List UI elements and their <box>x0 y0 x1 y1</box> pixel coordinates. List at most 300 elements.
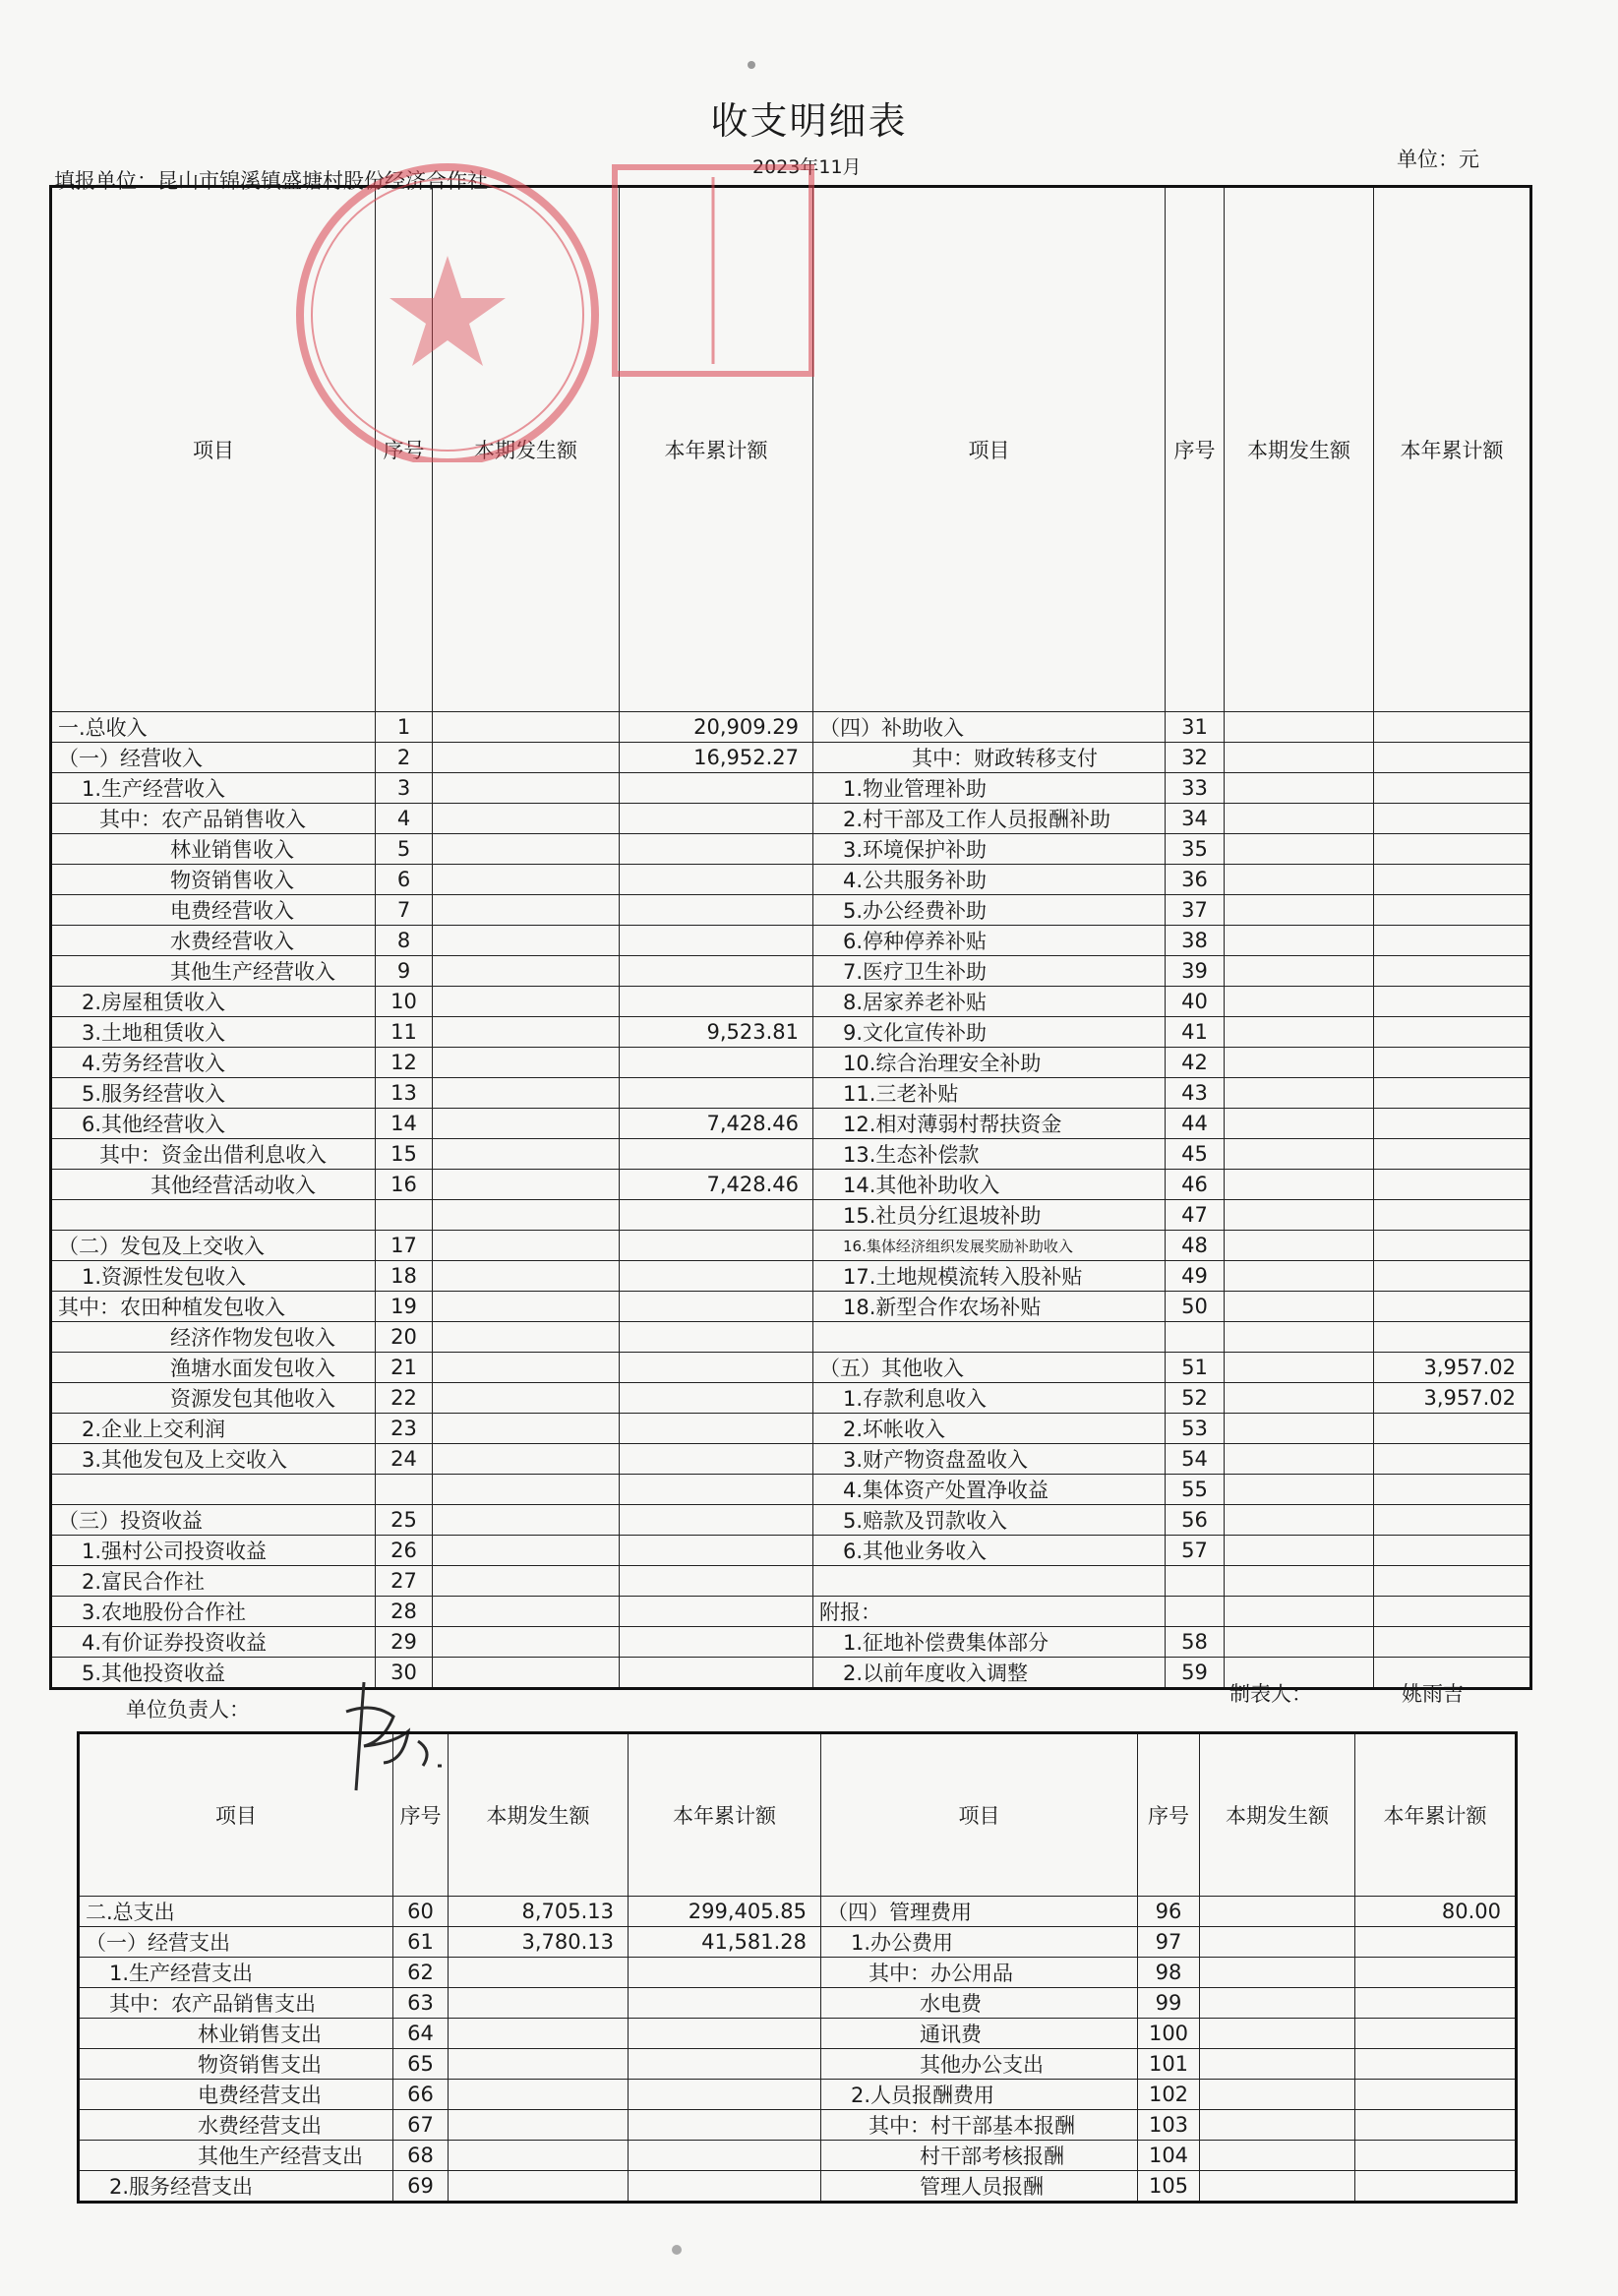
current-amount <box>1200 2049 1355 2080</box>
item-label: 3.其他发包及上交收入 <box>51 1444 376 1475</box>
row-seq: 26 <box>376 1536 433 1566</box>
item-label: 其中：办公用品 <box>821 1958 1138 1988</box>
ytd-amount <box>620 1536 813 1566</box>
row-seq: 27 <box>376 1566 433 1597</box>
current-amount <box>433 1444 620 1475</box>
ytd-amount <box>620 1658 813 1689</box>
current-amount <box>433 1200 620 1231</box>
col-header-current: 本期发生额 <box>1225 187 1374 712</box>
item-label: 其中：农产品销售收入 <box>51 804 376 834</box>
current-amount <box>433 1048 620 1078</box>
current-amount <box>433 1078 620 1109</box>
ytd-amount: 80.00 <box>1355 1897 1517 1927</box>
ytd-amount <box>620 1200 813 1231</box>
row-seq <box>376 1200 433 1231</box>
item-label: 2.服务经营支出 <box>79 2171 393 2203</box>
item-label: 1.资源性发包收入 <box>51 1261 376 1292</box>
current-amount <box>433 1109 620 1139</box>
item-label: 1.征地补偿费集体部分 <box>813 1627 1166 1658</box>
current-amount <box>1225 743 1374 773</box>
item-label: 2.富民合作社 <box>51 1566 376 1597</box>
ytd-amount <box>629 1988 821 2019</box>
row-seq: 4 <box>376 804 433 834</box>
current-amount <box>1225 804 1374 834</box>
current-amount <box>1225 987 1374 1017</box>
current-amount <box>1225 926 1374 956</box>
table-row <box>79 1988 1517 2019</box>
ytd-amount <box>1374 1444 1531 1475</box>
row-seq: 61 <box>393 1927 449 1958</box>
table-row <box>79 1958 1517 1988</box>
row-seq: 69 <box>393 2171 449 2203</box>
row-seq: 39 <box>1166 956 1225 987</box>
item-label: 渔塘水面发包收入 <box>51 1353 376 1383</box>
current-amount <box>1225 1017 1374 1048</box>
row-seq: 38 <box>1166 926 1225 956</box>
table-row <box>51 1322 1531 1353</box>
responsible-person-label: 单位负责人： <box>126 1698 250 1722</box>
ytd-amount: 3,957.02 <box>1374 1383 1531 1414</box>
row-seq: 49 <box>1166 1261 1225 1292</box>
row-seq: 21 <box>376 1353 433 1383</box>
row-seq <box>1166 1597 1225 1627</box>
ytd-amount <box>620 1261 813 1292</box>
row-seq: 56 <box>1166 1505 1225 1536</box>
ytd-amount <box>629 2110 821 2141</box>
current-amount <box>1200 2110 1355 2141</box>
item-label: （五）其他收入 <box>813 1353 1166 1383</box>
item-label: 10.综合治理安全补助 <box>813 1048 1166 1078</box>
ytd-amount <box>629 2171 821 2203</box>
ytd-amount <box>1374 1139 1531 1170</box>
table-row <box>51 1261 1531 1292</box>
item-label: 3.土地租赁收入 <box>51 1017 376 1048</box>
table-row <box>51 1353 1531 1383</box>
ytd-amount <box>620 1383 813 1414</box>
item-label: 水费经营支出 <box>79 2110 393 2141</box>
row-seq: 99 <box>1138 1988 1200 2019</box>
col-header-seq: 序号 <box>376 187 433 712</box>
ytd-amount <box>629 2049 821 2080</box>
row-seq: 15 <box>376 1139 433 1170</box>
ytd-amount <box>620 1292 813 1322</box>
ytd-amount <box>1355 1988 1517 2019</box>
col-header-current: 本期发生额 <box>1200 1733 1355 1897</box>
current-amount <box>433 1261 620 1292</box>
row-seq: 10 <box>376 987 433 1017</box>
current-amount <box>1200 2019 1355 2049</box>
col-header-item: 项目 <box>813 187 1166 712</box>
ytd-amount: 3,957.02 <box>1374 1353 1531 1383</box>
row-seq: 65 <box>393 2049 449 2080</box>
row-seq <box>1166 1322 1225 1353</box>
current-amount <box>449 2171 629 2203</box>
col-header-ytd: 本年累计额 <box>629 1733 821 1897</box>
ytd-amount <box>629 2141 821 2171</box>
row-seq: 47 <box>1166 1200 1225 1231</box>
row-seq: 1 <box>376 712 433 743</box>
table-row <box>51 804 1531 834</box>
row-seq: 41 <box>1166 1017 1225 1048</box>
current-amount <box>433 987 620 1017</box>
row-seq: 12 <box>376 1048 433 1078</box>
item-label: 1.存款利息收入 <box>813 1383 1166 1414</box>
item-label: 9.文化宣传补助 <box>813 1017 1166 1048</box>
row-seq: 66 <box>393 2080 449 2110</box>
row-seq: 104 <box>1138 2141 1200 2171</box>
current-amount <box>449 2049 629 2080</box>
ytd-amount <box>629 1958 821 1988</box>
table-row <box>51 712 1531 743</box>
ytd-amount <box>1374 1597 1531 1627</box>
item-label: 管理人员报酬 <box>821 2171 1138 2203</box>
item-label: 2.坏帐收入 <box>813 1414 1166 1444</box>
row-seq: 45 <box>1166 1139 1225 1170</box>
item-label: 12.相对薄弱村帮扶资金 <box>813 1109 1166 1139</box>
item-label: 村干部考核报酬 <box>821 2141 1138 2171</box>
ytd-amount <box>1374 1627 1531 1658</box>
item-label: 3.农地股份合作社 <box>51 1597 376 1627</box>
item-label: 4.公共服务补助 <box>813 865 1166 895</box>
row-seq: 8 <box>376 926 433 956</box>
table-row <box>51 1475 1531 1505</box>
current-amount <box>1225 1170 1374 1200</box>
item-label: 水费经营收入 <box>51 926 376 956</box>
row-seq: 54 <box>1166 1444 1225 1475</box>
ytd-amount <box>1374 1170 1531 1200</box>
item-label: 附报： <box>813 1597 1166 1627</box>
current-amount <box>433 1322 620 1353</box>
ytd-amount <box>620 773 813 804</box>
table-row <box>79 1927 1517 1958</box>
ytd-amount <box>1374 926 1531 956</box>
item-label: 18.新型合作农场补贴 <box>813 1292 1166 1322</box>
current-amount <box>433 926 620 956</box>
row-seq: 42 <box>1166 1048 1225 1078</box>
current-amount <box>1225 1566 1374 1597</box>
table-row <box>51 926 1531 956</box>
current-amount <box>449 2110 629 2141</box>
row-seq: 17 <box>376 1231 433 1261</box>
table-row <box>79 2141 1517 2171</box>
item-label: 资源发包其他收入 <box>51 1383 376 1414</box>
ytd-amount <box>620 1597 813 1627</box>
ytd-amount <box>1355 2019 1517 2049</box>
item-label: 物资销售支出 <box>79 2049 393 2080</box>
item-label: 3.环境保护补助 <box>813 834 1166 865</box>
page-title: 收支明细表 <box>710 99 908 143</box>
ytd-amount: 299,405.85 <box>629 1897 821 1927</box>
table-row <box>51 743 1531 773</box>
table-row <box>79 2080 1517 2110</box>
col-header-ytd: 本年累计额 <box>1355 1733 1517 1897</box>
ytd-amount <box>1374 1200 1531 1231</box>
ytd-amount <box>1374 712 1531 743</box>
row-seq: 22 <box>376 1383 433 1414</box>
table-row <box>79 2049 1517 2080</box>
item-label: （二）发包及上交收入 <box>51 1231 376 1261</box>
scan-speck <box>672 2245 682 2255</box>
current-amount <box>433 773 620 804</box>
ytd-amount <box>1374 1414 1531 1444</box>
row-seq: 98 <box>1138 1958 1200 1988</box>
table-row <box>51 1078 1531 1109</box>
col-header-seq: 序号 <box>393 1733 449 1897</box>
table-row <box>51 1444 1531 1475</box>
row-seq: 13 <box>376 1078 433 1109</box>
current-amount <box>433 1627 620 1658</box>
item-label: 3.财产物资盘盈收入 <box>813 1444 1166 1475</box>
item-label: 1.生产经营收入 <box>51 773 376 804</box>
item-label: 水电费 <box>821 1988 1138 2019</box>
ytd-amount <box>620 956 813 987</box>
row-seq: 32 <box>1166 743 1225 773</box>
item-label: 2.企业上交利润 <box>51 1414 376 1444</box>
ytd-amount <box>620 865 813 895</box>
item-label: 5.服务经营收入 <box>51 1078 376 1109</box>
ytd-amount <box>620 1444 813 1475</box>
item-label: （四）管理费用 <box>821 1897 1138 1927</box>
row-seq: 46 <box>1166 1170 1225 1200</box>
item-label: 2.房屋租赁收入 <box>51 987 376 1017</box>
current-amount <box>1225 1505 1374 1536</box>
table-row <box>79 2110 1517 2141</box>
item-label: 2.人员报酬费用 <box>821 2080 1138 2110</box>
item-label: 4.集体资产处置净收益 <box>813 1475 1166 1505</box>
ytd-amount <box>1374 1017 1531 1048</box>
ytd-amount <box>1355 2171 1517 2203</box>
ytd-amount <box>629 2019 821 2049</box>
item-label: 其中：财政转移支付 <box>813 743 1166 773</box>
row-seq: 105 <box>1138 2171 1200 2203</box>
item-label: 5.赔款及罚款收入 <box>813 1505 1166 1536</box>
table-row <box>51 1536 1531 1566</box>
item-label: 16.集体经济组织发展奖励补助收入 <box>813 1231 1166 1261</box>
current-amount <box>433 956 620 987</box>
row-seq: 30 <box>376 1658 433 1689</box>
ytd-amount <box>1374 743 1531 773</box>
ytd-amount <box>1374 1261 1531 1292</box>
current-amount <box>433 834 620 865</box>
item-label <box>51 1200 376 1231</box>
current-amount <box>1225 1353 1374 1383</box>
item-label: 14.其他补助收入 <box>813 1170 1166 1200</box>
row-seq: 5 <box>376 834 433 865</box>
row-seq: 62 <box>393 1958 449 1988</box>
row-seq: 55 <box>1166 1475 1225 1505</box>
ytd-amount <box>620 895 813 926</box>
item-label: 6.其他业务收入 <box>813 1536 1166 1566</box>
item-label: 4.有价证券投资收益 <box>51 1627 376 1658</box>
current-amount <box>433 1597 620 1627</box>
current-amount: 8,705.13 <box>449 1897 629 1927</box>
table-row <box>51 773 1531 804</box>
row-seq: 58 <box>1166 1627 1225 1658</box>
current-amount <box>433 1566 620 1597</box>
item-label: 2.村干部及工作人员报酬补助 <box>813 804 1166 834</box>
ytd-amount <box>1374 865 1531 895</box>
row-seq: 44 <box>1166 1109 1225 1139</box>
row-seq: 18 <box>376 1261 433 1292</box>
row-seq: 35 <box>1166 834 1225 865</box>
current-amount <box>433 1383 620 1414</box>
current-amount <box>1200 2141 1355 2171</box>
item-label: 1.办公费用 <box>821 1927 1138 1958</box>
current-amount <box>433 865 620 895</box>
ytd-amount <box>620 1566 813 1597</box>
item-label: 林业销售支出 <box>79 2019 393 2049</box>
row-seq: 28 <box>376 1597 433 1627</box>
ytd-amount <box>1355 2049 1517 2080</box>
row-seq: 16 <box>376 1170 433 1200</box>
current-amount <box>1225 1078 1374 1109</box>
current-amount <box>433 1139 620 1170</box>
item-label: 1.物业管理补助 <box>813 773 1166 804</box>
table-row <box>51 1627 1531 1658</box>
ytd-amount <box>1355 1958 1517 1988</box>
row-seq: 23 <box>376 1414 433 1444</box>
item-label: 物资销售收入 <box>51 865 376 895</box>
row-seq: 29 <box>376 1627 433 1658</box>
row-seq: 40 <box>1166 987 1225 1017</box>
ytd-amount: 7,428.46 <box>620 1109 813 1139</box>
item-label: 2.以前年度收入调整 <box>813 1658 1166 1689</box>
table-row <box>51 834 1531 865</box>
item-label: 5.其他投资收益 <box>51 1658 376 1689</box>
col-header-item: 项目 <box>821 1733 1138 1897</box>
ytd-amount <box>1355 1927 1517 1958</box>
item-label: 其他生产经营支出 <box>79 2141 393 2171</box>
table-row <box>79 1897 1517 1927</box>
current-amount <box>1225 1048 1374 1078</box>
current-amount <box>1200 2171 1355 2203</box>
scan-speck <box>748 61 755 69</box>
item-label: 其中：农田种植发包收入 <box>51 1292 376 1322</box>
col-header-ytd: 本年累计额 <box>620 187 813 712</box>
reporting-unit: 填报单位：昆山市锦溪镇盛塘村股份经济合作社 <box>54 169 488 193</box>
current-amount <box>1225 1536 1374 1566</box>
row-seq: 34 <box>1166 804 1225 834</box>
table-row <box>51 1017 1531 1048</box>
table-row <box>51 1414 1531 1444</box>
ytd-amount <box>1374 895 1531 926</box>
current-amount <box>433 1536 620 1566</box>
row-seq: 102 <box>1138 2080 1200 2110</box>
item-label: 15.社员分红退坡补助 <box>813 1200 1166 1231</box>
col-header-seq: 序号 <box>1138 1733 1200 1897</box>
item-label: 其中：资金出借利息收入 <box>51 1139 376 1170</box>
row-seq: 60 <box>393 1897 449 1927</box>
row-seq: 9 <box>376 956 433 987</box>
table-row <box>51 1597 1531 1627</box>
current-amount <box>449 1988 629 2019</box>
unit-label: 单位：元 <box>1397 148 1479 171</box>
row-seq: 36 <box>1166 865 1225 895</box>
current-amount <box>449 2019 629 2049</box>
current-amount <box>1200 1988 1355 2019</box>
table-row <box>51 1200 1531 1231</box>
table-row <box>79 2019 1517 2049</box>
ytd-amount <box>1374 773 1531 804</box>
ytd-amount <box>620 1231 813 1261</box>
current-amount <box>1225 1231 1374 1261</box>
current-amount <box>1200 1897 1355 1927</box>
expense-table-body <box>79 1733 1517 2203</box>
item-label: 林业销售收入 <box>51 834 376 865</box>
col-header-current: 本期发生额 <box>449 1733 629 1897</box>
table-row <box>51 987 1531 1017</box>
row-seq: 7 <box>376 895 433 926</box>
current-amount <box>1225 1627 1374 1658</box>
item-label: （一）经营收入 <box>51 743 376 773</box>
row-seq: 11 <box>376 1017 433 1048</box>
expense-header-row <box>79 1733 1517 1897</box>
ytd-amount <box>620 926 813 956</box>
ytd-amount <box>620 1048 813 1078</box>
maker-label: 制表人： <box>1229 1682 1312 1706</box>
current-amount <box>1225 895 1374 926</box>
row-seq: 37 <box>1166 895 1225 926</box>
row-seq: 67 <box>393 2110 449 2141</box>
table-row <box>79 2171 1517 2203</box>
current-amount <box>1200 1927 1355 1958</box>
current-amount <box>1225 834 1374 865</box>
item-label: 其他生产经营收入 <box>51 956 376 987</box>
row-seq: 43 <box>1166 1078 1225 1109</box>
ytd-amount: 9,523.81 <box>620 1017 813 1048</box>
ytd-amount <box>1374 1505 1531 1536</box>
ytd-amount <box>620 1322 813 1353</box>
item-label <box>813 1566 1166 1597</box>
item-label: 二.总支出 <box>79 1897 393 1927</box>
row-seq: 2 <box>376 743 433 773</box>
table-row <box>51 1383 1531 1414</box>
row-seq: 100 <box>1138 2019 1200 2049</box>
row-seq: 103 <box>1138 2110 1200 2141</box>
ytd-amount <box>1374 1292 1531 1322</box>
ytd-amount <box>1374 1536 1531 1566</box>
item-label: （一）经营支出 <box>79 1927 393 1958</box>
ytd-amount: 7,428.46 <box>620 1170 813 1200</box>
row-seq: 51 <box>1166 1353 1225 1383</box>
row-seq: 3 <box>376 773 433 804</box>
current-amount <box>1225 1109 1374 1139</box>
ytd-amount <box>1374 1322 1531 1353</box>
current-amount <box>433 895 620 926</box>
ytd-amount <box>620 804 813 834</box>
table-row <box>51 1566 1531 1597</box>
item-label: （四）补助收入 <box>813 712 1166 743</box>
current-amount <box>433 1231 620 1261</box>
row-seq: 63 <box>393 1988 449 2019</box>
item-label: 其中：农产品销售支出 <box>79 1988 393 2019</box>
item-label: 经济作物发包收入 <box>51 1322 376 1353</box>
row-seq <box>376 1475 433 1505</box>
maker-name: 姚雨吉 <box>1402 1682 1464 1706</box>
table-row <box>51 1505 1531 1536</box>
ytd-amount <box>620 1139 813 1170</box>
row-seq: 25 <box>376 1505 433 1536</box>
row-seq: 24 <box>376 1444 433 1475</box>
ytd-amount <box>1355 2080 1517 2110</box>
current-amount <box>449 1958 629 1988</box>
row-seq: 64 <box>393 2019 449 2049</box>
ytd-amount <box>620 987 813 1017</box>
current-amount <box>449 2141 629 2171</box>
ytd-amount <box>620 1475 813 1505</box>
table-row <box>51 1139 1531 1170</box>
ytd-amount: 20,909.29 <box>620 712 813 743</box>
